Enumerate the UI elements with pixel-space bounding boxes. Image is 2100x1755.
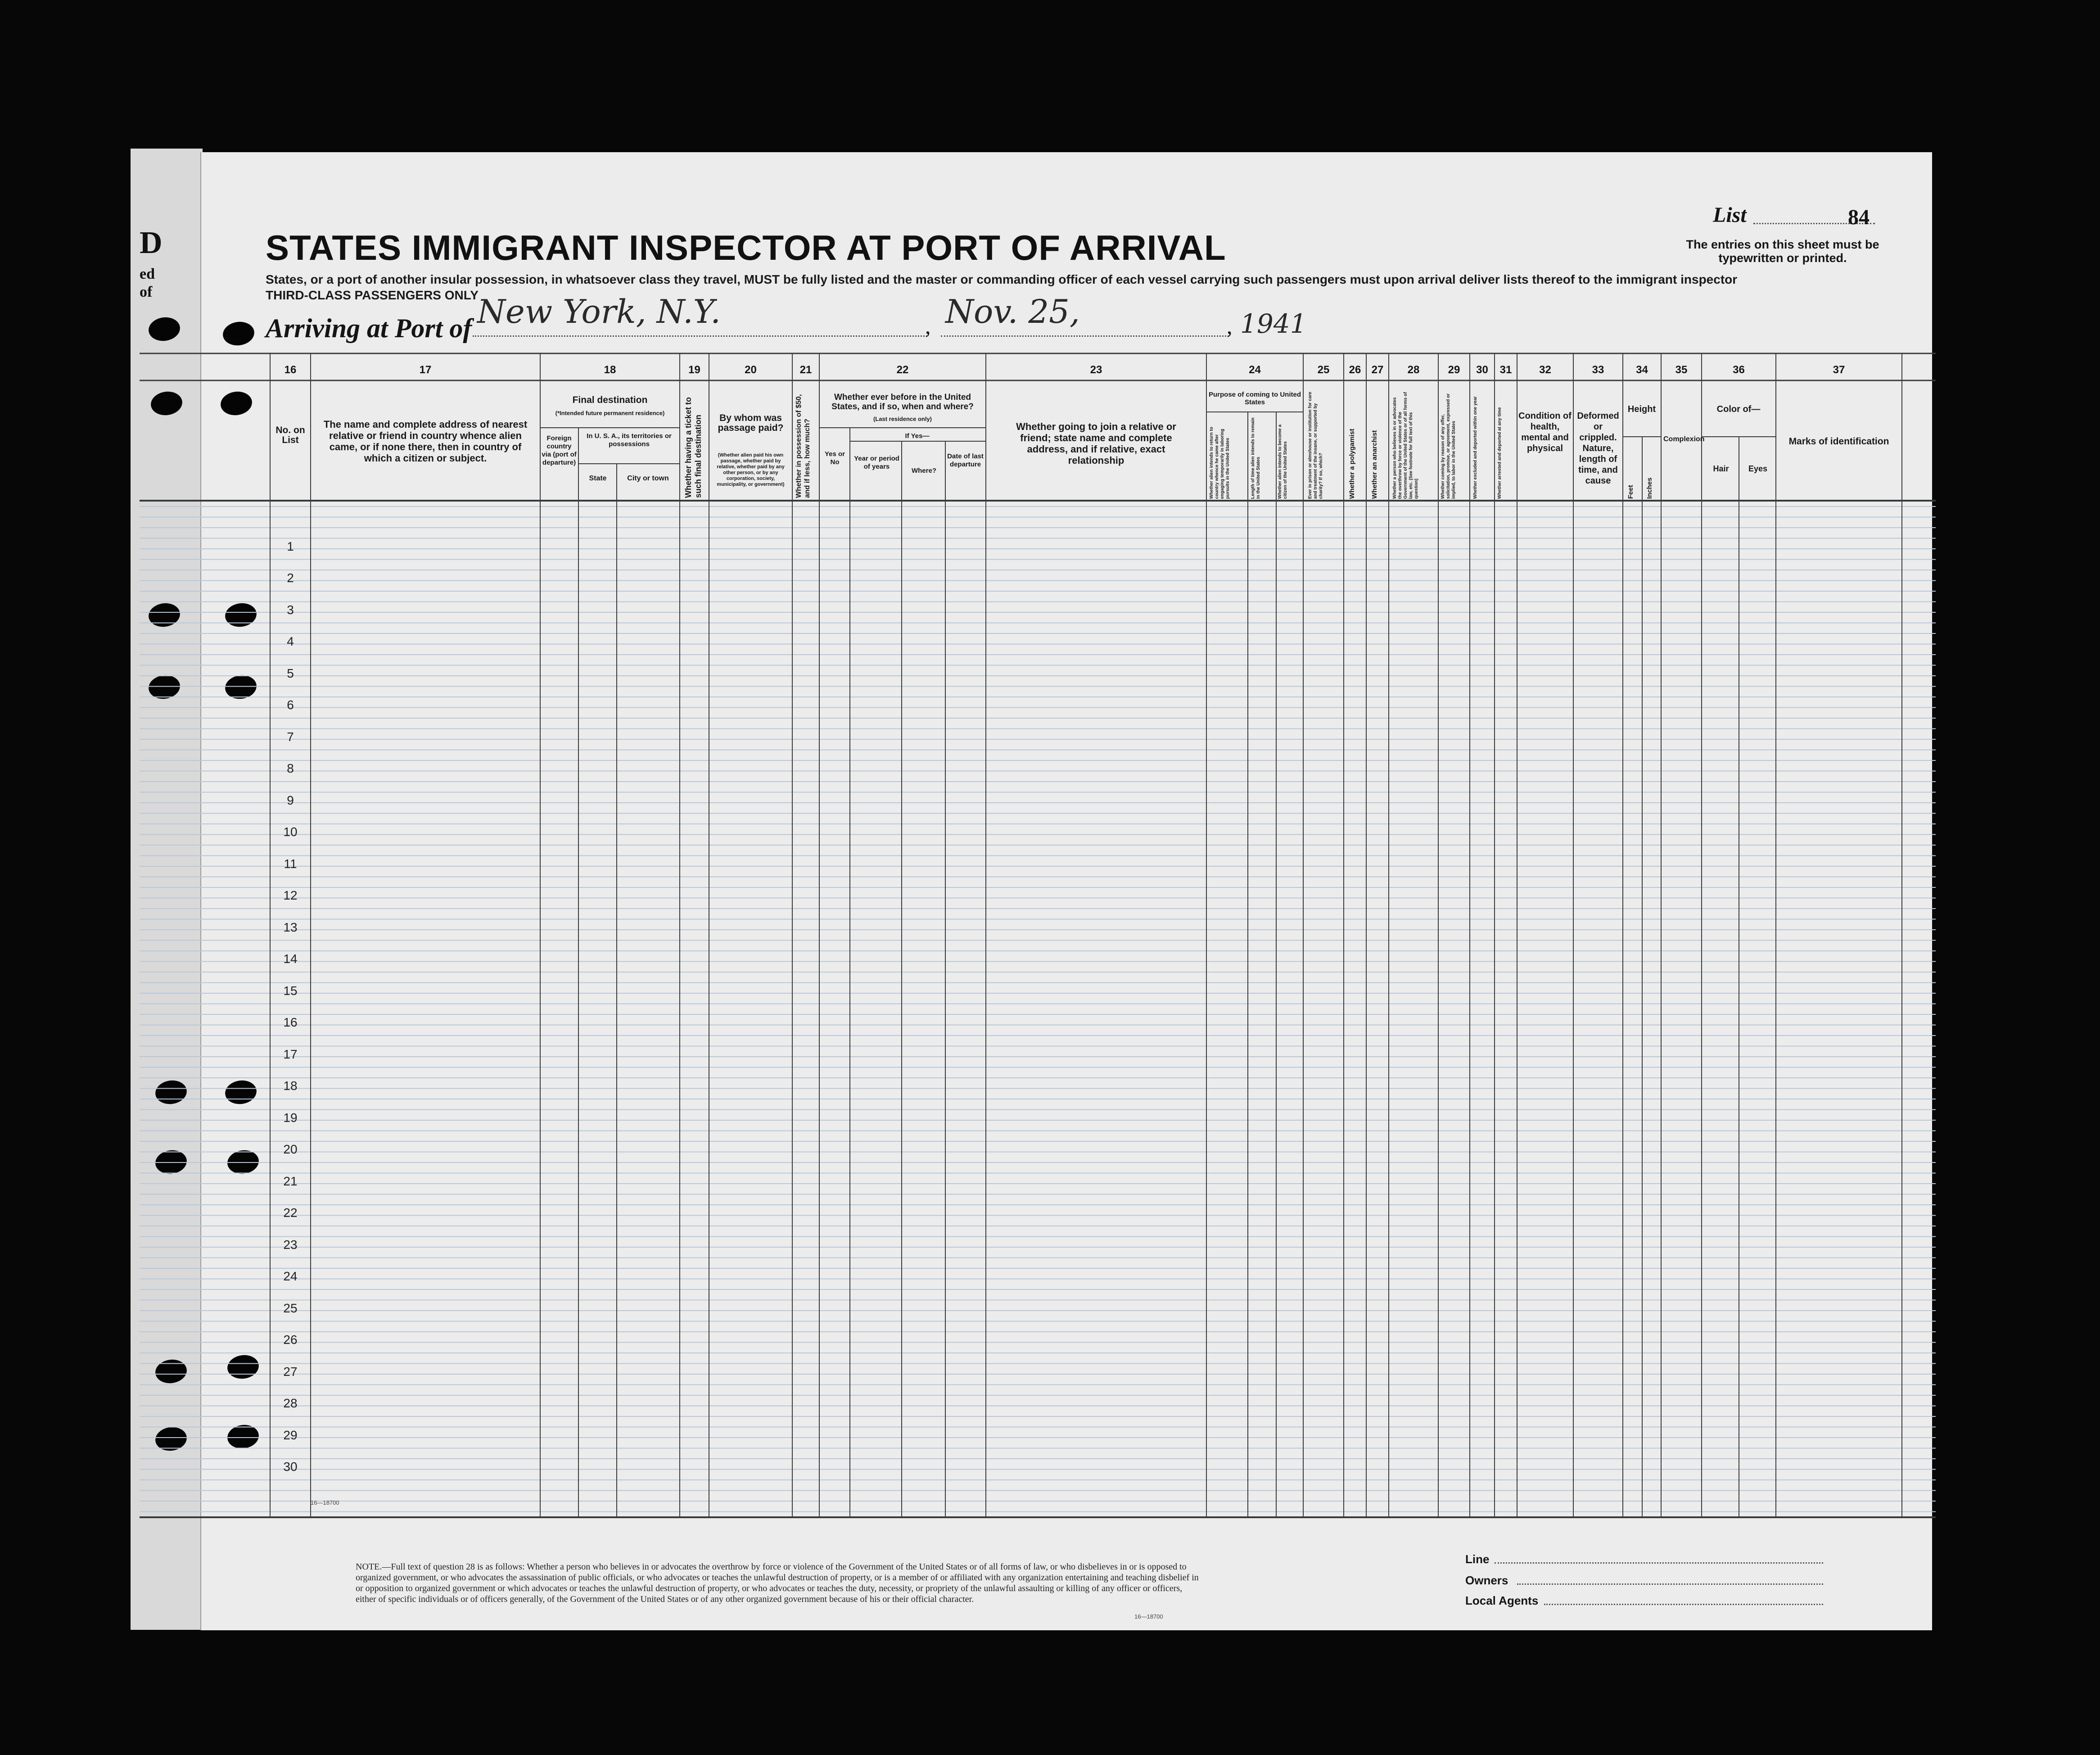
header-citizen-intent: Whether alien intends to become a citizen of the United States	[1278, 424, 1288, 499]
row-number: 6	[287, 698, 294, 712]
row-number: 29	[283, 1428, 298, 1442]
header-where: Where?	[911, 467, 936, 475]
col-number: 22	[896, 364, 909, 376]
header-labor-offer: Whether coming by reason of any offer, solicitation, promise, or agreement, expressed or implied, to labor in the United States	[1441, 394, 1456, 499]
col-number: 25	[1317, 364, 1330, 376]
header-ticket: Whether having a ticket to such final destination	[684, 397, 703, 498]
header-prison: Ever in prison or almshouse or institution for care and treatment of the insane, or supported by charity? If so, which?	[1308, 392, 1323, 499]
row-number: 3	[287, 603, 294, 617]
header-final-destination-note: (*Intended future permanent residence)	[555, 410, 665, 416]
row-number: 2	[287, 571, 294, 585]
header-length-of-stay: Length of time alien intends to remain in the United States	[1251, 417, 1261, 499]
col-number: 31	[1499, 364, 1512, 376]
owners-signature-line	[1517, 1583, 1823, 1585]
header-years: Year or period of years	[854, 455, 899, 470]
col-number: 37	[1833, 364, 1845, 376]
page-title: STATES IMMIGRANT INSPECTOR AT PORT OF ARRIVAL	[266, 228, 1226, 267]
row-number: 13	[283, 920, 298, 934]
header-excluded: Whether excluded and deported within one year	[1473, 396, 1478, 499]
header-city: City or town	[627, 475, 669, 482]
subtitle-class: THIRD-CLASS PASSENGERS ONLY	[266, 288, 479, 302]
header-height: Height	[1627, 404, 1656, 414]
comma: ,	[925, 313, 931, 339]
local-agents-label: Local Agents	[1465, 1594, 1539, 1607]
header-complexion: Complexion	[1663, 435, 1705, 443]
row-number: 21	[283, 1174, 298, 1188]
line-signature-line	[1495, 1562, 1823, 1564]
row-number: 7	[287, 730, 294, 744]
date-handwritten: Nov. 25,	[945, 293, 1080, 330]
col-number: 34	[1636, 364, 1648, 376]
header-return-intent: Whether alien intends to return to country whence he came after engaging temporarily in laboring pursuits in the United States	[1209, 426, 1230, 499]
header-inches: Inches	[1646, 477, 1653, 499]
col-number: 30	[1476, 364, 1488, 376]
row-number: 10	[283, 825, 298, 839]
header-passage-paid: By whom was passage paid?	[718, 413, 784, 433]
owners-label: Owners	[1465, 1574, 1508, 1587]
row-number: 27	[283, 1365, 298, 1379]
row-number: 15	[283, 984, 298, 998]
entries-note: The entries on this sheet must be typewritten or printed.	[1686, 238, 1879, 265]
col-number: 26	[1349, 364, 1361, 376]
header-anarchist: Whether an anarchist	[1371, 430, 1378, 499]
header-arrested: Whether arrested and deported at any time	[1497, 407, 1502, 499]
header-no-on-list: No. on List	[275, 425, 305, 445]
col-number: 33	[1592, 364, 1604, 376]
year: 1941	[1240, 308, 1307, 339]
list-number: 84	[1848, 205, 1870, 229]
header-state: State	[589, 475, 607, 482]
row-number: 24	[283, 1269, 298, 1283]
form-code-footer: 16—18700	[1134, 1613, 1163, 1620]
col-number: 29	[1448, 364, 1460, 376]
row-number: 16	[283, 1015, 298, 1029]
header-polygamist: Whether a polygamist	[1348, 429, 1356, 499]
col-number: 36	[1733, 364, 1745, 376]
port-handwritten: New York, N.Y.	[477, 293, 721, 330]
row-number: 4	[287, 634, 294, 648]
header-fifty-dollars: Whether in possession of $50, and if less, how much?	[795, 394, 811, 498]
comma: ,	[1227, 313, 1233, 339]
row-number: 8	[287, 761, 294, 775]
row-number: 22	[283, 1206, 298, 1220]
col-number: 16	[284, 364, 297, 376]
header-hair: Hair	[1713, 464, 1729, 473]
left-strip-fragment: D	[140, 226, 163, 260]
header-ever-before: Whether ever before in the United States, and if so, when and where?	[831, 393, 974, 412]
header-nearest-relative: The name and complete address of nearest relative or friend in country whence alien came, or if none there, then in country of which a citizen or subject.	[323, 419, 528, 464]
header-feet: Feet	[1627, 485, 1635, 499]
row-number: 11	[284, 857, 297, 871]
row-number: 17	[283, 1047, 298, 1061]
row-number: 20	[283, 1142, 298, 1156]
line-label: Line	[1465, 1552, 1490, 1566]
row-number: 25	[283, 1301, 298, 1315]
arriving-label: Arriving at Port of	[266, 313, 472, 343]
subtitle-instructions: States, or a port of another insular possession, in whatsoever class they travel, MUST be fully listed and the master or commanding officer of each vessel carrying such passengers must upon arrival deliver lists thereof to the immigrant inspector	[266, 272, 1738, 286]
col-number: 32	[1539, 364, 1551, 376]
row-number: 23	[283, 1238, 298, 1252]
row-number: 5	[287, 666, 294, 680]
row-number: 28	[283, 1396, 298, 1410]
left-strip-fragment: of	[140, 284, 153, 300]
header-if-yes: If Yes—	[905, 432, 930, 440]
col-number: 24	[1249, 364, 1261, 376]
col-number: 28	[1407, 364, 1420, 376]
header-deformed: Deformed or crippled. Nature, length of time, and cause	[1577, 411, 1619, 486]
header-yes-no: Yes or No	[824, 450, 845, 466]
header-health: Condition of health, mental and physical	[1518, 411, 1572, 453]
col-number: 35	[1675, 364, 1688, 376]
col-number: 20	[745, 364, 757, 376]
header-final-destination: Final destination	[572, 395, 648, 405]
row-number: 9	[287, 793, 294, 807]
header-passage-note: (Whether alien paid his own passage, whether paid by relative, whether paid by any other person, or by any corporation, society, municipality, or government)	[717, 452, 785, 487]
row-number: 1	[287, 539, 294, 553]
header-overthrow: Whether a person who believes in or advocates the overthrow by force or violence of the Government of the United States or of all forms of law, etc. (See footnote for full text of this question)	[1392, 392, 1419, 499]
header-purpose: Purpose of coming to United States	[1209, 391, 1301, 406]
header-foreign-country: Foreign country via (port of departure)	[542, 434, 577, 466]
header-eyes: Eyes	[1748, 464, 1768, 473]
col-number: 27	[1371, 364, 1384, 376]
header-in-usa: In U. S. A., its territories or possessions	[587, 432, 672, 448]
row-number: 26	[283, 1333, 298, 1347]
left-strip-fragment: ed	[140, 266, 155, 282]
list-label: List	[1713, 203, 1747, 227]
header-color-of: Color of—	[1716, 404, 1761, 414]
footnote: NOTE.—Full text of question 28 is as follows: Whether a person who believes in or advocates the overthrow by force or violence of the Government of the United States or of all forms of law, or who disbelieves in or is opposed to organized government, or who advocates the assassination of public officials, or who advocates or teaches the unlawful destruction of property, or is a member of or affiliated with any organization entertaining and teaching disbelief in or opposition to organized government or which advocates or teaches the unlawful destruction of property, or who advocates or teaches the duty, necessity, or propriety of the unlawful assaulting or killing of any officer or officers, either of specific individuals or of officers generally, of the Government of the United States or of any other organized government because of his or their official character.	[356, 1562, 1199, 1604]
col-number: 18	[604, 364, 616, 376]
col-number: 17	[419, 364, 432, 376]
header-last-residence: (Last residence only)	[873, 416, 932, 422]
row-number: 19	[283, 1111, 298, 1125]
col-number: 21	[799, 364, 812, 376]
header-marks: Marks of identification	[1788, 436, 1889, 447]
agents-signature-line	[1544, 1604, 1823, 1605]
row-number: 14	[283, 952, 298, 966]
col-number: 23	[1090, 364, 1102, 376]
row-number: 18	[283, 1079, 298, 1093]
col-number: 19	[688, 364, 700, 376]
header-departure-date: Date of last departure	[947, 452, 984, 468]
row-number: 30	[283, 1460, 298, 1474]
header-join-relative: Whether going to join a relative or friend; state name and complete address, and if relative, exact relationship	[1016, 421, 1176, 466]
row-number: 12	[283, 888, 298, 902]
form-code: 16—18700	[311, 1499, 339, 1506]
